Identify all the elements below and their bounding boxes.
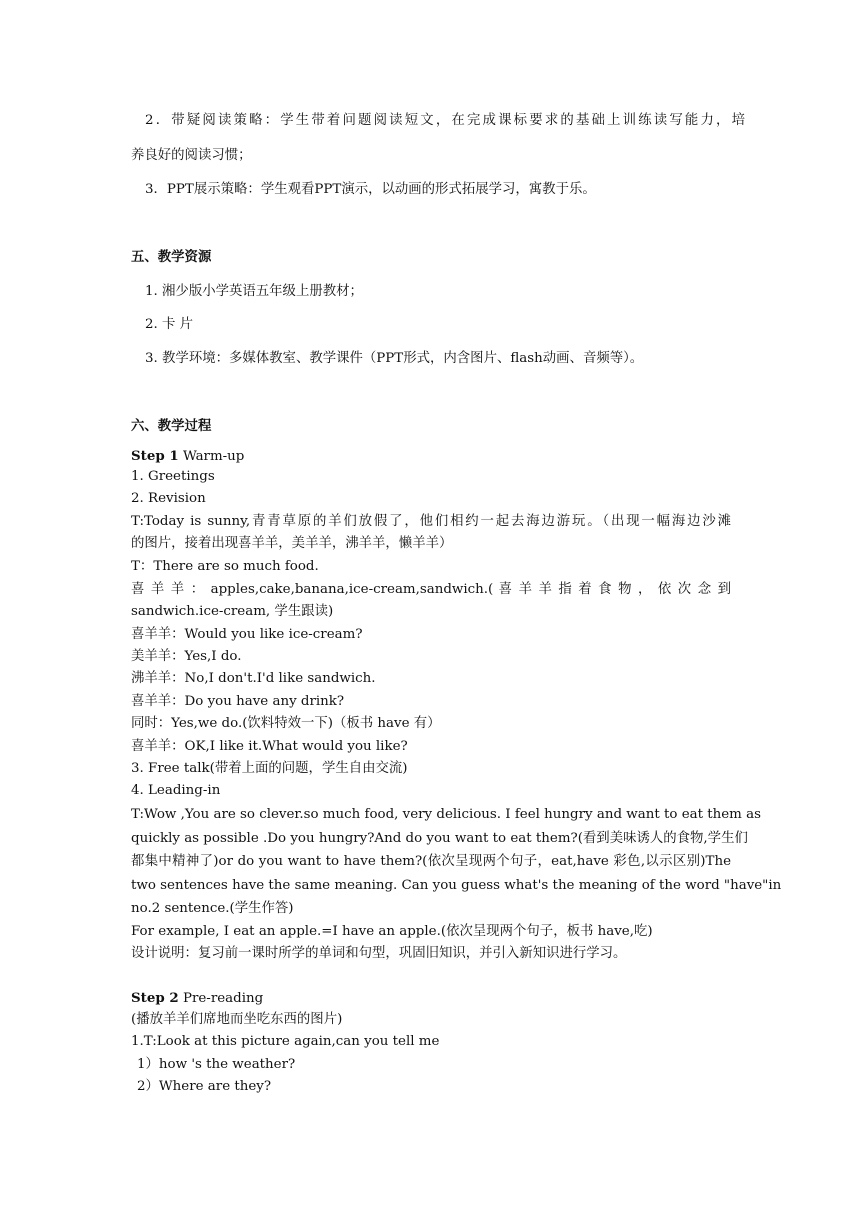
resource-item-1: 1. 湘少版小学英语五年级上册教材； [145, 284, 363, 299]
step-1-line: 的图片，接着出现喜羊羊，美羊羊，沸羊羊，懒羊羊） [131, 536, 453, 551]
step-1-line: 喜羊羊：OK,I like it.What would you like? [131, 739, 408, 754]
step-1-label: Step 1 [131, 448, 179, 464]
step-1-line: T：There are so much food. [131, 559, 319, 574]
step-1-line: 喜羊羊：Do you have any drink? [131, 694, 345, 709]
step-1-line: no.2 sentence.(学生作答) [131, 901, 294, 916]
step-1-line: 美羊羊：Yes,I do. [131, 649, 242, 664]
step-1-line: 4. Leading-in [131, 783, 221, 798]
step-1-line: quickly as possible .Do you hungry?And do you want to eat them?(看到美味诱人的食物,学生们 [131, 831, 748, 846]
step-2-line: 1）how 's the weather? [137, 1057, 296, 1072]
process-heading: 六、教学过程 [131, 418, 212, 434]
step-2-line: (播放羊羊们席地而坐吃东西的图片) [131, 1012, 343, 1027]
step-1-line: T:Today is sunny,青青草原的羊们放假了，他们相约一起去海边游玩。（出现一幅海边沙滩 [131, 514, 731, 529]
step-1-line: 同时：Yes,we do.(饮料特效一下)（板书 have 有） [131, 716, 441, 731]
resource-item-2: 2. 卡 片 [145, 317, 194, 332]
resources-heading: 五、教学资源 [131, 249, 212, 265]
step-1-heading [131, 446, 731, 467]
step-2-line: 1.T:Look at this picture again,can you tell me [131, 1034, 440, 1049]
step-1-line: 1. Greetings [131, 469, 215, 484]
strategy-2-line-2: 养良好的阅读习惯； [131, 148, 252, 163]
step-1-line: 3. Free talk(带着上面的问题，学生自由交流) [131, 761, 408, 776]
step-1-line: 喜 羊 羊 ： apples,cake,banana,ice-cream,sandwich.( 喜 羊 羊 指 着 食 物 ， 依 次 念 到 [131, 582, 731, 597]
step-1-line: 喜羊羊：Would you like ice-cream? [131, 627, 363, 642]
step-1-line: T:Wow ,You are so clever.so much food, very delicious. I feel hungry and want to eat them as [131, 807, 761, 822]
step-1-title: Warm-up [178, 449, 245, 464]
step-1-line: 沸羊羊：No,I don't.I'd like sandwich. [131, 671, 376, 686]
resource-item-3: 3. 教学环境：多媒体教室、教学课件（PPT形式，内含图片、flash动画、音频等）。 [145, 351, 644, 366]
step-1-line: For example, I eat an apple.=I have an apple.(依次呈现两个句子，板书 have,吃) [131, 924, 653, 939]
step-2-heading [131, 988, 731, 1009]
strategy-3: 3．PPT展示策略：学生观看PPT演示，以动画的形式拓展学习，寓教于乐。 [145, 182, 596, 197]
step-2-label: Step 2 [131, 990, 179, 1006]
step-1-line: 2. Revision [131, 491, 206, 506]
strategy-2-line-1: 2．带疑阅读策略：学生带着问题阅读短文，在完成课标要求的基础上训练读写能力，培 [145, 113, 745, 128]
step-1-line: two sentences have the same meaning. Can you guess what's the meaning of the word "have"in [131, 878, 782, 893]
step-1-line: sandwich.ice-cream, 学生跟读) [131, 604, 334, 619]
step-1-design-note: 设计说明：复习前一课时所学的单词和句型，巩固旧知识，并引入新知识进行学习。 [131, 946, 627, 961]
step-2-line: 2）Where are they? [137, 1079, 272, 1094]
step-2-title: Pre-reading [178, 991, 264, 1006]
step-1-line: 都集中精神了)or do you want to have them?(依次呈现两个句子，eat,have 彩色,以示区别)The [131, 854, 731, 869]
